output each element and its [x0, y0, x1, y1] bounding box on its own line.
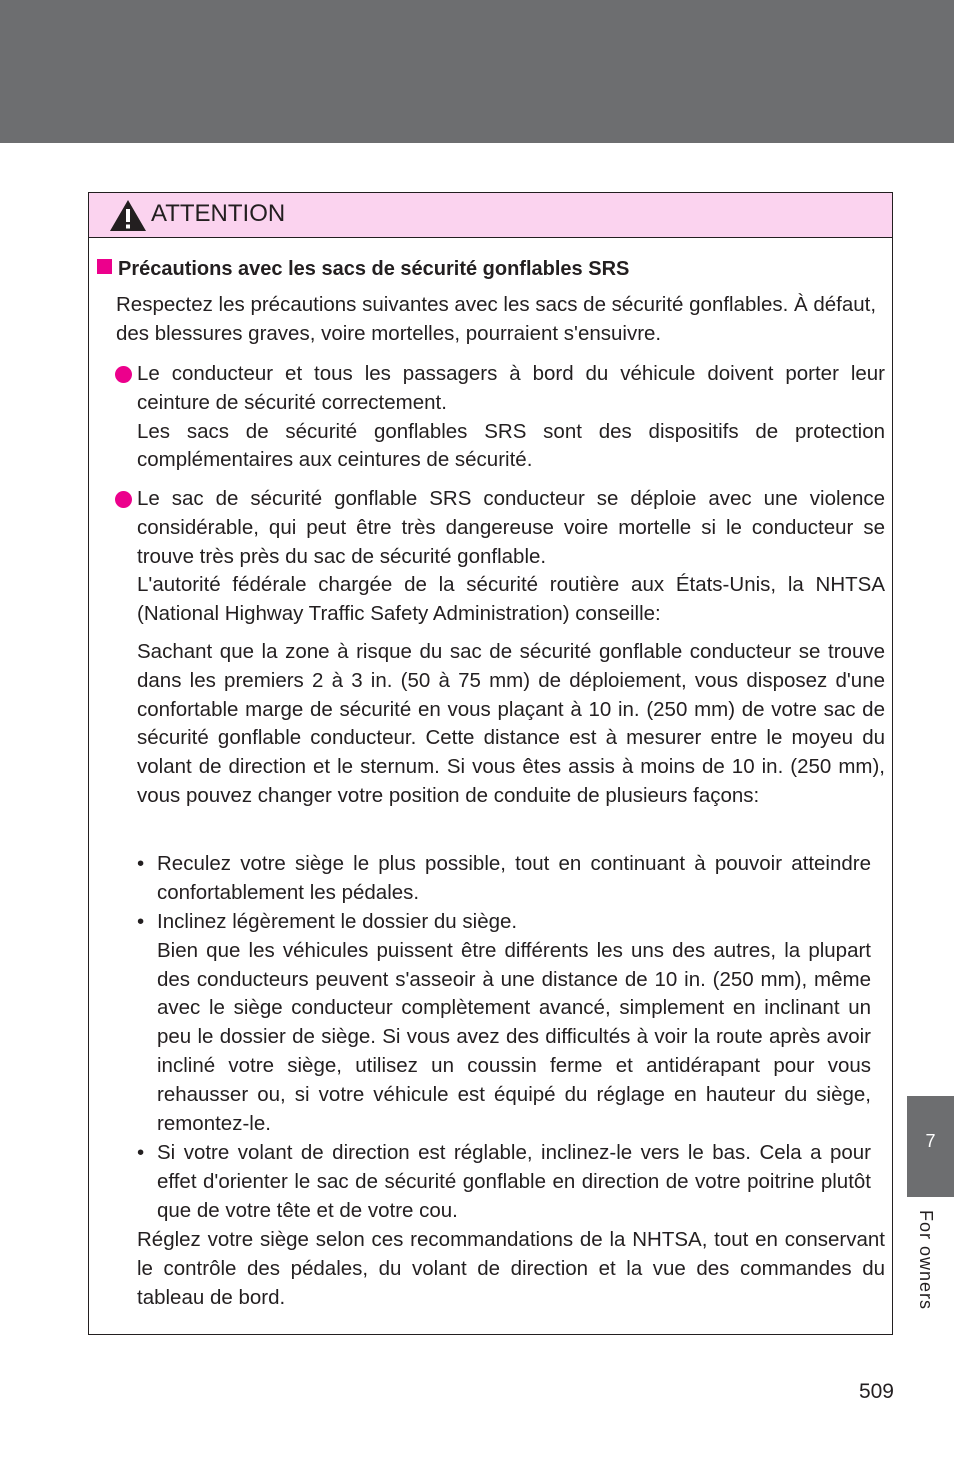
final-paragraph: Réglez votre siège selon ces recommandations de la NHTSA, tout en conservant le contrôle des pédales, du volant de direction et la vue des commandes du tableau de bord. — [137, 1228, 885, 1309]
bullet-line: L'autorité fédérale chargée de la sécurité routière aux États-Unis, la NHTSA (National Highway Traffic Safety Administration) conseille: — [137, 573, 885, 626]
dot-bullet-marker: • — [137, 852, 145, 875]
square-bullet-icon — [97, 259, 112, 274]
intro-text: Respectez les précautions suivantes avec les sacs de sécurité gonflables. À défaut, des blessures graves, voire mortelles, pourraient s'ensuivre. — [116, 293, 877, 345]
sub-item-detail: Bien que les véhicules puissent être différents les uns des autres, la plupart des conducteurs peuvent s'asseoir à une distance de 10 in. (250 mm), même avec le siège conducteur complètement avancé, simplement en inclinant un peu le dossier de siège. Si vous avez des difficultés à voir la route après avoir incliné votre siège, utilisez un coussin ferme et antidérapant pour vous rehausser ou, si votre véhicule est équipé du réglage en hauteur du siège, remontez-le. — [157, 938, 871, 1135]
nhtsa-quote: Sachant que la zone à risque du sac de sécurité gonflable conducteur se trouve dans les premiers 2 à 3 in. (50 à 75 mm) de déploiement, vous disposez d'une confortable marge de sécurité en vous plaçant à 10 in. (250 mm) de votre sac de sécurité gonflable conducteur. Cette distance est à mesurer entre le moyeu du volant de direction et le sternum. Si vous êtes assis à moins de 10 in. (250 mm), vous pouvez changer votre position de conduite de plusieurs façons: — [137, 640, 885, 807]
sub-item-text: Reculez votre siège le plus possible, tout en continuant à pouvoir atteindre confortablement les pédales. — [157, 852, 871, 904]
attention-header — [89, 193, 892, 238]
bullet-text — [137, 485, 885, 629]
chapter-number: 7 — [925, 1131, 936, 1151]
page-number: 509 — [858, 1380, 894, 1403]
chapter-tab — [907, 1096, 954, 1197]
chapter-label: For owners — [916, 1210, 936, 1311]
attention-box — [88, 192, 893, 1335]
attention-label: ATTENTION — [151, 200, 286, 227]
bullet-line: Les sacs de sécurité gonflables SRS sont des dispositifs de protection complémentaires aux ceintures de sécurité. — [137, 419, 885, 472]
sub-item-text — [157, 908, 871, 1138]
top-band — [0, 0, 954, 143]
dot-bullet-marker: • — [137, 910, 145, 933]
sub-item-line: Inclinez légèrement le dossier du siège. — [157, 910, 518, 933]
bullet-line: Le sac de sécurité gonflable SRS conducteur se déploie avec une violence considérable, qui peut être très dangereuse voire mortelle si le conducteur se trouve très près du sac de sécurité gonflable. — [137, 487, 885, 568]
bullet-text — [137, 360, 885, 475]
warning-icon — [109, 199, 147, 232]
circle-bullet-icon — [115, 491, 132, 508]
section-title: Précautions avec les sacs de sécurité gonflables SRS — [118, 258, 630, 280]
dot-bullet-marker: • — [137, 1141, 145, 1164]
circle-bullet-icon — [115, 366, 132, 383]
section-heading — [97, 257, 629, 281]
sub-item-text: Si votre volant de direction est réglable, inclinez-le vers le bas. Cela a pour effet d'orienter le sac de sécurité gonflable en direction de votre poitrine plutôt que de votre tête et de votre cou. — [157, 1141, 871, 1222]
bullet-line: Le conducteur et tous les passagers à bord du véhicule doivent porter leur ceinture de sécurité correctement. — [137, 362, 885, 414]
